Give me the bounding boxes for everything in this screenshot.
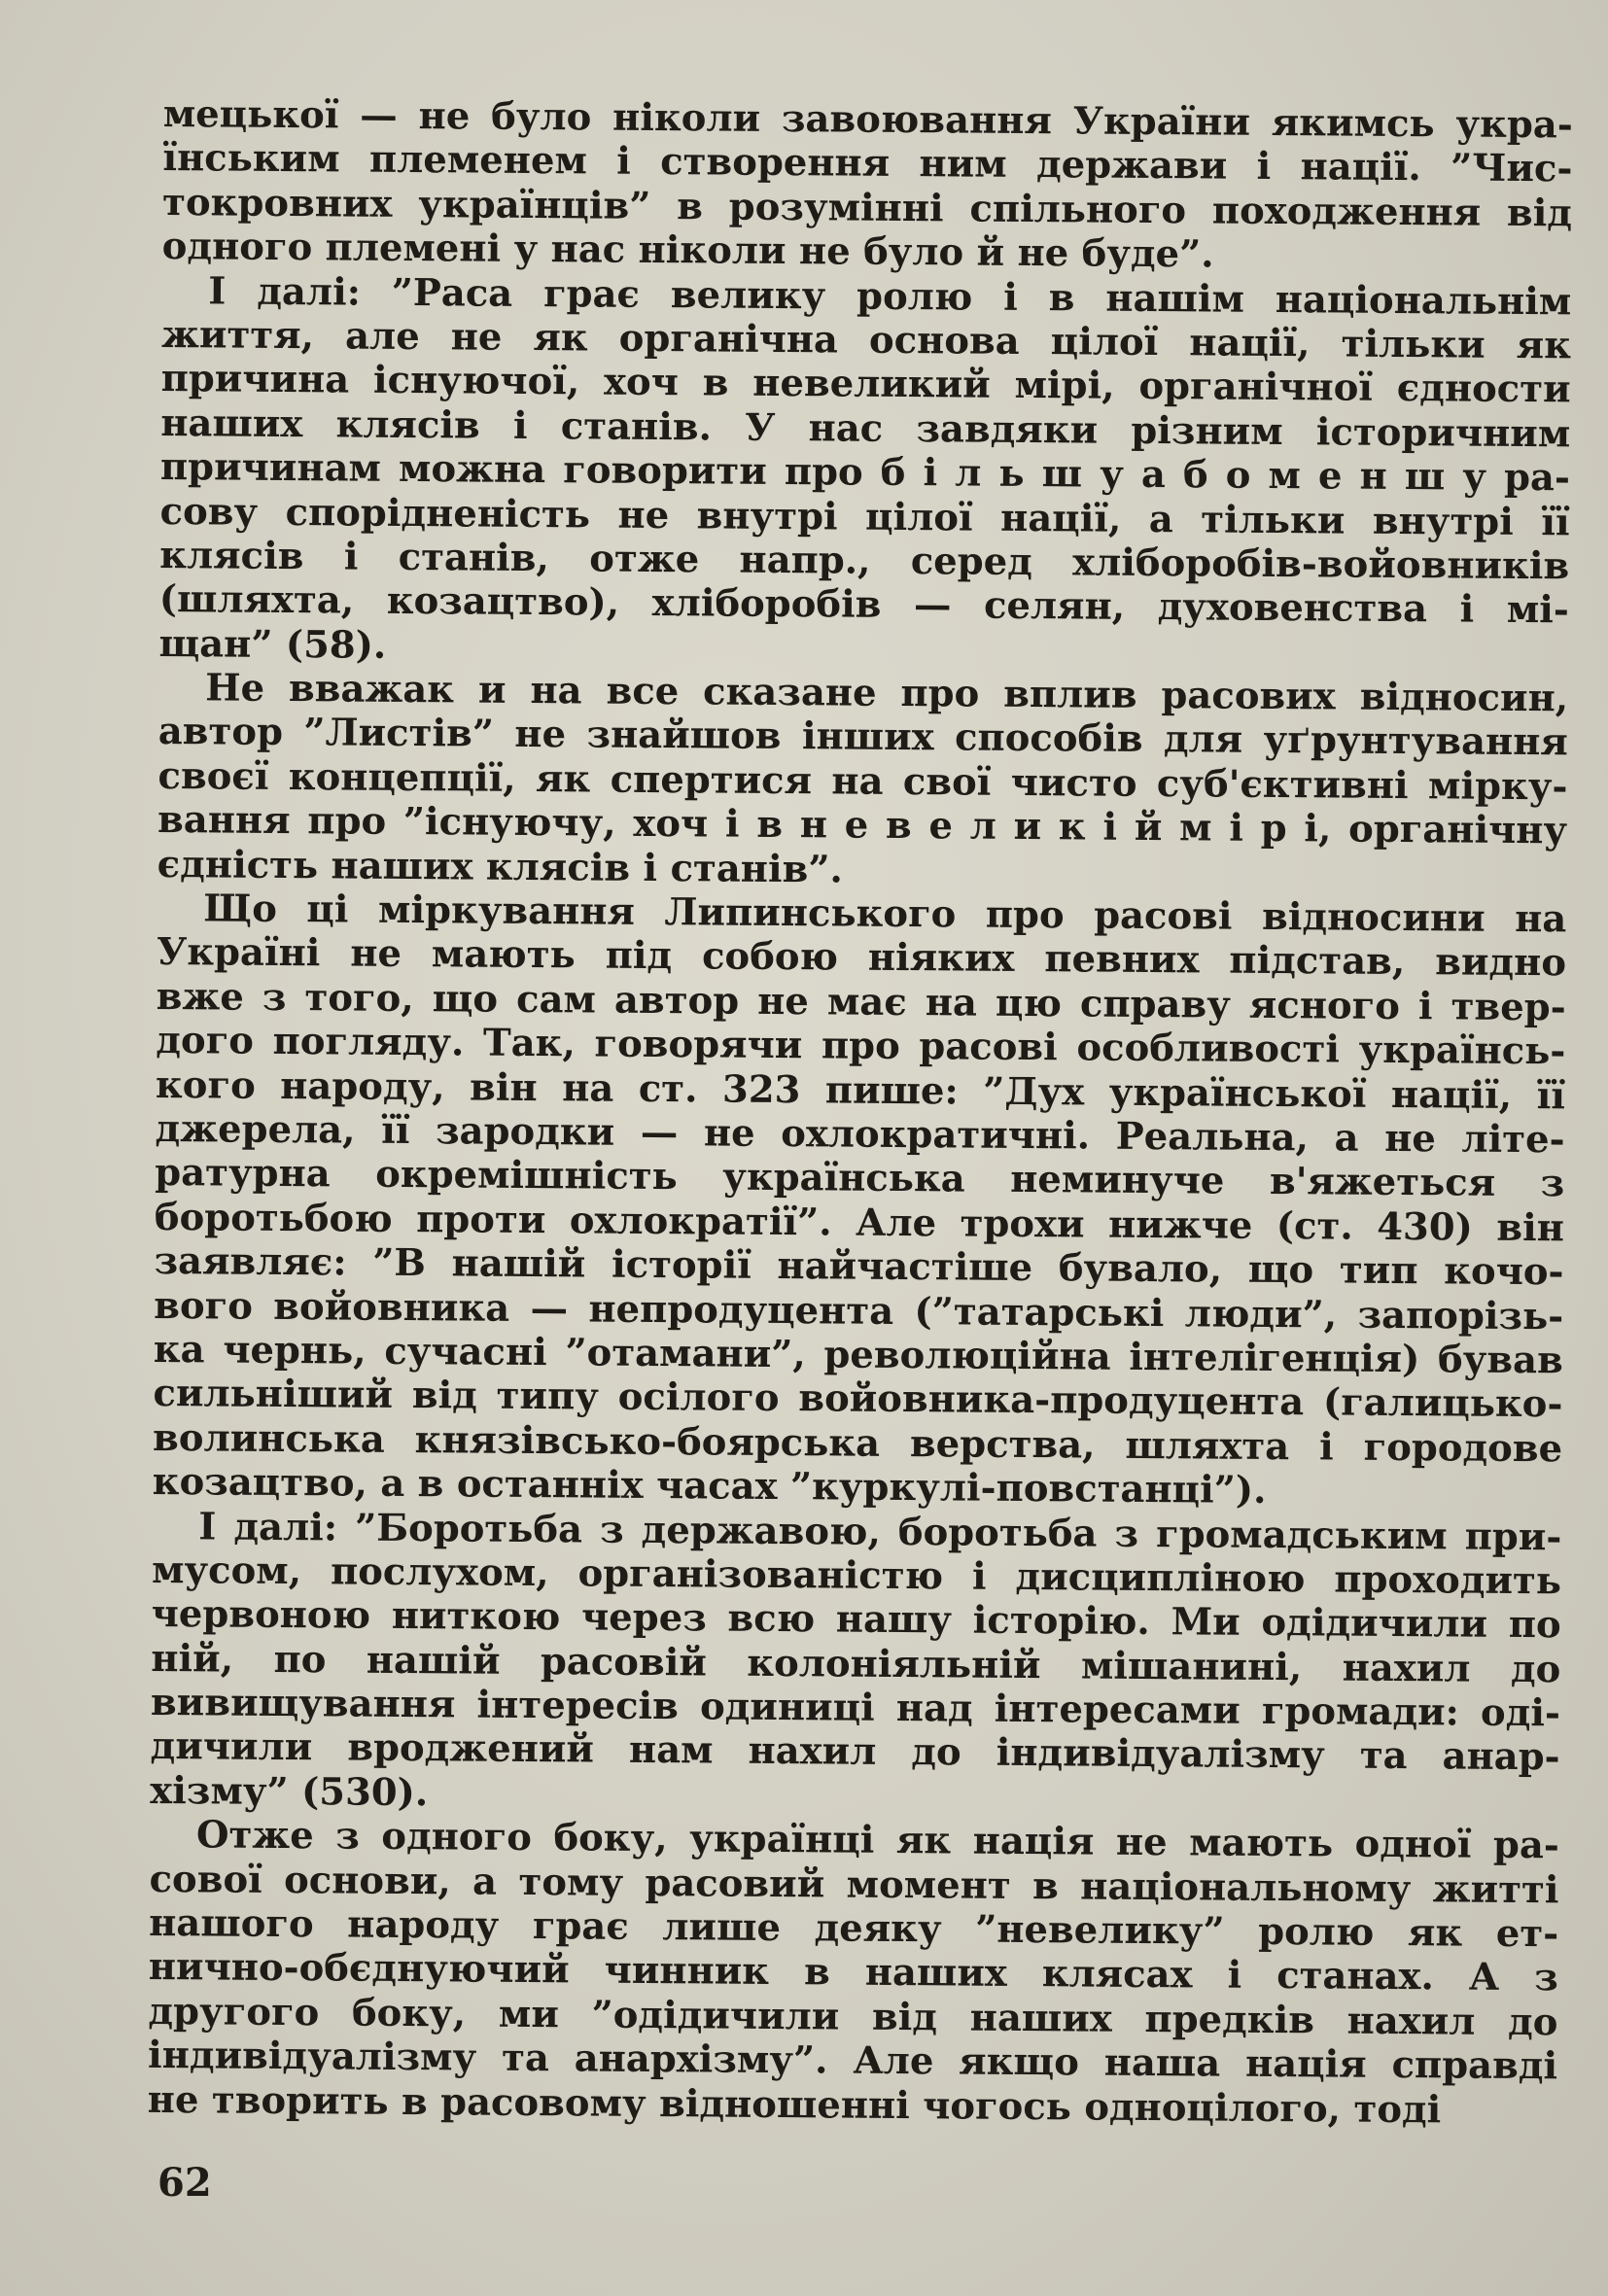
text-line: сильніший від типу осілого войовника-продуцента (галицько- [153, 1372, 1563, 1427]
text-line: причинам можна говорити про б і л ь ш у а б о м е н ш у ра- [159, 445, 1571, 501]
text-line: джерела, її зародки — не охлократичні. Реальна, а не літе- [155, 1106, 1565, 1163]
text-line: автор ”Листів” не знайшов інших способів для уґрунтування [157, 710, 1568, 765]
text-line: мусом, послухом, організованістю і дисципліною проходить [151, 1548, 1562, 1604]
text-line: І далі: ”Боротьба з державою, боротьба з громадським при- [198, 1504, 1562, 1559]
text-line: ній, по нашій расовій колоніяльній мішанині, нахил до [151, 1636, 1561, 1692]
text-line: (шляхта, козацтво), хліборобів — селян, духовенства і мі- [158, 577, 1570, 633]
text-line: Що ці міркування Липинського про расові відносини на [203, 887, 1567, 942]
text-line: наших клясів і станів. У нас завдяки різним історичним [160, 400, 1571, 457]
text-line: другого боку, ми ”одідичили від наших предків нахил до [148, 1989, 1558, 2045]
text-line: червоною ниткою через всю нашу історію. Ми одідичили по [151, 1592, 1561, 1648]
paragraph [162, 92, 1573, 280]
text-line: одного племені у нас ніколи не було й не буде”. [161, 225, 1214, 277]
text-line: життя, але не як органічна основа цілої нації, тільки як [160, 312, 1572, 368]
text-line: сову спорідненість не внутрі цілої нації, а тільки внутрі її [159, 489, 1570, 544]
text-line: їнським племенем і створення ним держави і нації. ”Чис- [162, 136, 1573, 191]
text-line: вання про ”існуючу, хоч і в н е в е л и к і й м і р і, органічну [157, 798, 1568, 853]
text-line: Україні не мають під собою ніяких певних підстав, видно [156, 930, 1567, 986]
paragraph [150, 1504, 1561, 1824]
text-line: І далі: ”Раса грає велику ролю і в нашім національнім [208, 268, 1572, 324]
text-line: єдність наших клясів і станів”. [157, 842, 844, 892]
text-line: ка чернь, сучасні ”отамани”, революційна інтелігенція) бував [153, 1327, 1563, 1383]
text-line: козацтво, а в останніх часах ”куркулі-повстанці”). [152, 1460, 1267, 1513]
text-line: своєї концепції, як спертися на свої чисто суб'єктивні мірку- [157, 753, 1568, 810]
text-line: вивищування інтересів одиниці над інтересами громади: оді- [150, 1681, 1561, 1736]
text-line: кого народу, він на ст. 323 пише: ”Дух української нації, її [155, 1062, 1566, 1118]
text-line: токровних українців” в розумінні спільного походження від [161, 180, 1573, 236]
text-line: причина існуючої, хоч в невеликий мірі, органічної єдности [160, 357, 1571, 412]
text-line: волинська князівсько-боярська верства, шляхта і городове [152, 1415, 1563, 1472]
paragraph [148, 1813, 1559, 2133]
text-line: боротьбою проти охлократії”. Але трохи нижче (ст. 430) він [154, 1195, 1565, 1251]
paragraph [157, 666, 1569, 897]
text-line: сової основи, а тому расовий момент в національному житті [149, 1857, 1559, 1912]
text-line: клясів і станів, отже напр., серед хліборобів-войовників [159, 533, 1570, 589]
text-line: щан” (58). [158, 621, 387, 668]
text-line: нашого народу грає лише деяку ”невелику” ролю як ет- [149, 1900, 1559, 1957]
text-line: дичили вроджений нам нахил до індивідуалізму та анар- [150, 1724, 1560, 1780]
text-line: мецької — не було ніколи завоювання України якимсь укра- [162, 92, 1573, 148]
text-line: дого погляду. Так, говорячи про расові особливості українсь- [156, 1019, 1566, 1074]
text-line: вже з того, що сам автор не має на цю справу ясного і твер- [156, 974, 1566, 1030]
text-line: Отже з одного боку, українці як нація не мають одної ра- [195, 1813, 1560, 1868]
text-line: Не вважак и на все сказане про вплив расових відносин, [205, 666, 1569, 721]
paragraph [158, 269, 1571, 678]
text-line: ратурна окремішність українська неминуче в'яжеться з [155, 1151, 1565, 1206]
text-line: вого войовника — непродуцента (”татарські люди”, запорізь- [154, 1283, 1564, 1339]
text-line: нично-обєднуючий чинник в наших клясах і станах. А з [148, 1945, 1558, 2000]
page-number: 62 [157, 2160, 212, 2206]
text-line: індивідуалізму та анархізму”. Але якщо наша нація справді [147, 2034, 1558, 2089]
text-line: заявляє: ”В нашій історії найчастіше бувало, що тип кочо- [154, 1239, 1564, 1295]
text-line: хізму” (530). [150, 1768, 429, 1816]
text-line: не творить в расовому відношенні чогось одноцілого, тоді [147, 2077, 1442, 2132]
paragraph [153, 887, 1567, 1515]
body-text [148, 92, 1573, 2133]
